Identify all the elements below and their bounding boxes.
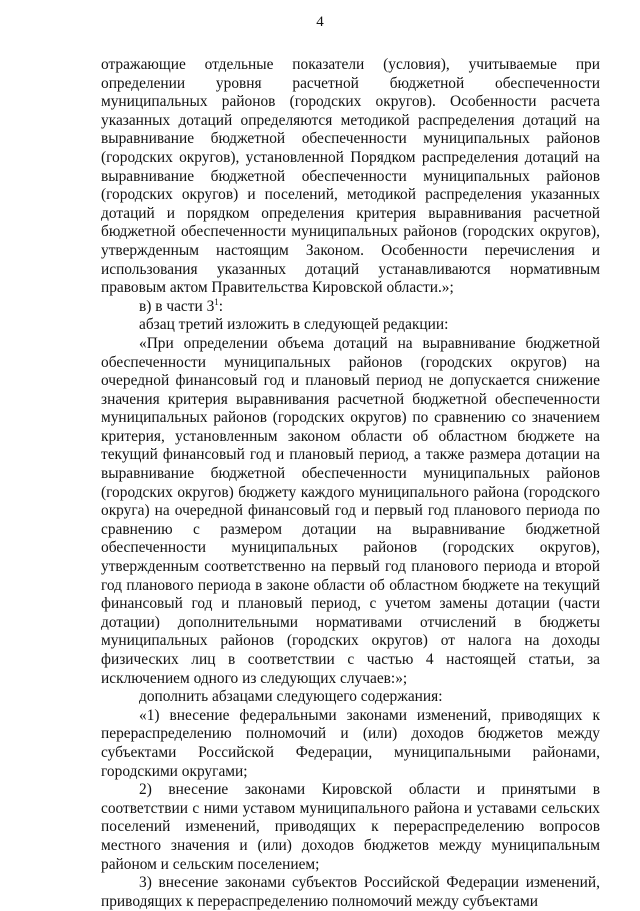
paragraph-supplement-intro: дополнить абзацами следующего содержания: — [139, 688, 443, 706]
paragraph-abzac-third: абзац третий изложить в следующей редакции: — [139, 316, 449, 334]
page-number: 4 — [316, 14, 324, 30]
list-item-2: 2) внесение законами Кировской области и принятыми в соответствии с ними уставом муниципального района и уставами сельских поселений изменений, приводящих к перераспределению вопросов местного значения и (или) доходов бюджетов между муниципальным районом и сельским поселением; — [101, 781, 600, 873]
paragraph-dotation-methods: отражающие отдельные показатели (условия), учитываемые при определении уровня расчетной бюджетной обеспеченности муниципальных районов (городских округов). Особенности расчета указанных дотаций определяются методикой распределения дотаций на выравнивание бюджетной обеспеченности муниципальных районов (городских округов), установленной Порядком распределения дотаций на выравнивание бюджетной обеспеченности муниципальных районов (городских округов) и поселений, методикой распределения указанных дотаций и порядком определения критерия выравнивания расчетной бюджетной обеспеченности муниципальных районов (городских округов), утвержденным настоящим Законом. Особенности перечисления и использования указанных дотаций устанавливаются нормативным правовым актом Правительства Кировской области.»; — [101, 56, 600, 297]
item-v-tail: : — [218, 297, 224, 315]
list-item-3: 3) внесение законами субъектов Российской Федерации изменений, приводящих к перераспределению полномочий между субъектами — [101, 874, 600, 910]
paragraph-item-v — [101, 298, 600, 317]
paragraph-quoted-rule: «При определении объема дотаций на выравнивание бюджетной обеспеченности муниципальных районов (городских округов) на очередной финансовый год и плановый период не допускается снижение значения критерия выравнивания расчетной бюджетной обеспеченности муниципальных районов (городских округов) по сравнению со значением критерия, установленным законом области об областном бюджете на текущий финансовый год и плановый период, а также размера дотации на выравнивание бюджетной обеспеченности муниципальных районов (городских округов) бюджету каждого муниципального района (городского округа) на очередной финансовый год и первый год планового периода по сравнению с размером дотации на выравнивание бюджетной обеспеченности муниципальных районов (городских округов), утвержденным соответственно на первый год планового периода и второй год планового периода в законе области об областном бюджете на текущий финансовый год и плановый период, с учетом замены дотации (части дотации) дополнительными нормативами отчислений в бюджеты муниципальных районов (городских округов) от налога на доходы физических лиц в соответствии с частью 4 настоящей статьи, за исключением одного из следующих случаев:»; — [101, 334, 600, 687]
item-v-superscript: 1 — [214, 296, 219, 307]
document-body — [101, 56, 600, 911]
item-v-text: в) в части 3 — [139, 297, 215, 315]
list-item-1: «1) внесение федеральными законами изменений, приводящих к перераспределению полномочий и (или) доходов бюджетов между субъектами Российской Федерации, муниципальными районами, городскими округами; — [101, 706, 600, 780]
